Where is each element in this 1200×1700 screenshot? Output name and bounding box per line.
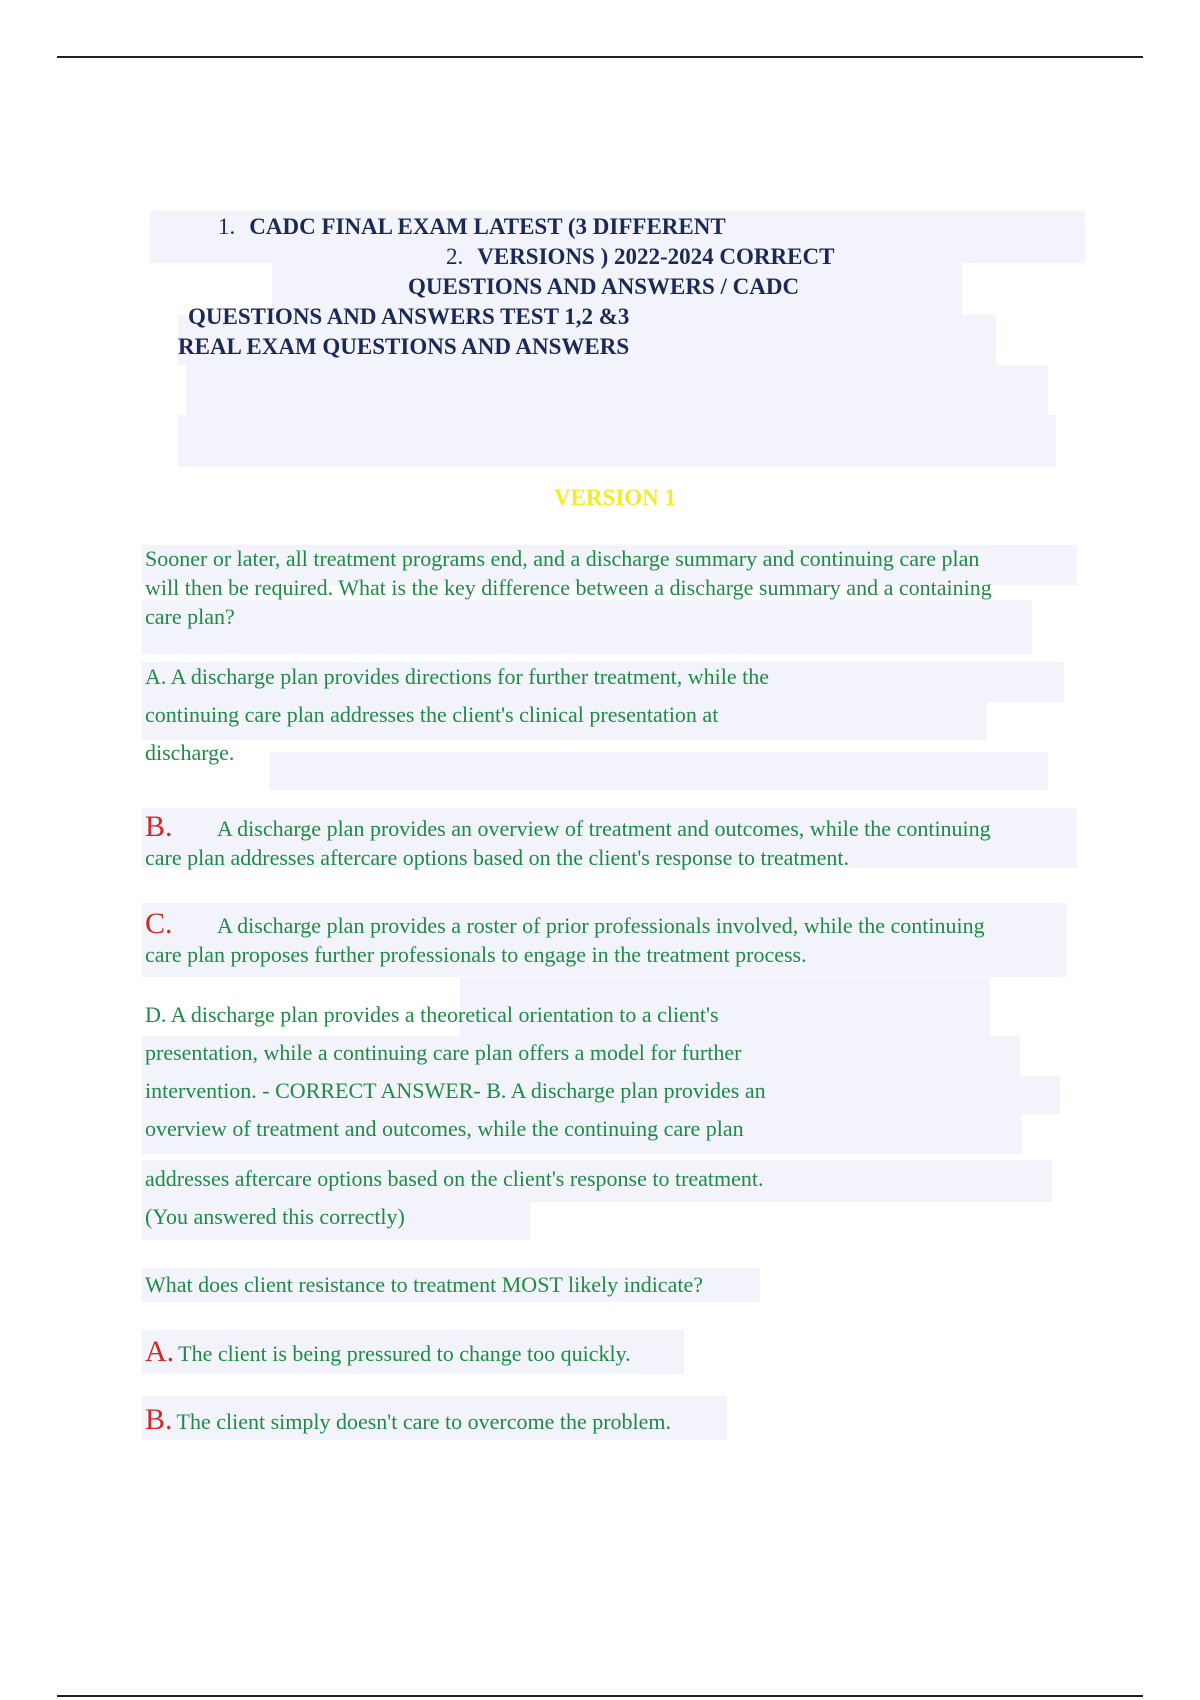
option-text: The client is being pressured to change too quickly. (178, 1341, 631, 1366)
doc-title-line-1 (218, 212, 726, 242)
list-number: 1. (218, 214, 236, 239)
question-1-option-b (145, 812, 991, 842)
version-label: VERSION 1 (553, 485, 677, 510)
top-rule (57, 56, 1143, 58)
option-letter: C. (145, 907, 173, 940)
option-text: The client simply doesn't care to overcome the problem. (176, 1409, 672, 1434)
question-2-prompt: What does client resistance to treatment MOST likely indicate? (145, 1272, 703, 1297)
question-1-prompt (145, 544, 992, 631)
option-text-continued: care plan addresses aftercare options based on the client's response to treatment. (145, 845, 850, 870)
option-line: D. A discharge plan provides a theoretical orientation to a client's (145, 1002, 719, 1027)
prompt-line: Sooner or later, all treatment programs end, and a discharge summary and continuing care plan (145, 546, 980, 571)
option-text: A discharge plan provides an overview of treatment and outcomes, while the continuing (217, 816, 991, 841)
doc-title-line-5: REAL EXAM QUESTIONS AND ANSWERS (178, 334, 630, 359)
highlight-band (186, 365, 1048, 415)
option-line: intervention. - CORRECT ANSWER- B. A discharge plan provides an (145, 1078, 766, 1103)
prompt-line: will then be required. What is the key difference between a discharge summary and a containing (145, 575, 992, 600)
title-text: VERSIONS ) 2022-2024 CORRECT (477, 244, 835, 269)
list-number: 2. (446, 244, 464, 269)
doc-title-line-2 (446, 242, 834, 272)
answer-feedback: (You answered this correctly) (145, 1204, 405, 1229)
doc-title-line-4: QUESTIONS AND ANSWERS TEST 1,2 &3 (188, 304, 630, 329)
title-text: CADC FINAL EXAM LATEST (3 DIFFERENT (249, 214, 726, 239)
prompt-line: care plan? (145, 604, 235, 629)
question-1-answer (145, 1160, 764, 1236)
option-text: A discharge plan provides a roster of prior professionals involved, while the continuing (217, 913, 985, 938)
option-line: A. A discharge plan provides directions for further treatment, while the (145, 664, 769, 689)
option-line: presentation, while a continuing care plan offers a model for further (145, 1040, 742, 1065)
question-2-option-b (145, 1405, 671, 1435)
doc-title-line-3: QUESTIONS AND ANSWERS / CADC (408, 274, 800, 299)
highlight-band (178, 415, 1056, 467)
question-1-option-d (145, 996, 766, 1148)
option-text-continued: care plan proposes further professionals to engage in the treatment process. (145, 942, 807, 967)
option-line: overview of treatment and outcomes, while the continuing care plan (145, 1116, 744, 1141)
option-line: discharge. (145, 740, 235, 765)
question-2-option-a (145, 1337, 631, 1367)
question-1-option-c (145, 909, 985, 939)
bottom-rule (57, 1695, 1143, 1697)
option-letter: A. (145, 1335, 175, 1368)
option-letter: B. (145, 810, 173, 843)
answer-line: addresses aftercare options based on the client's response to treatment. (145, 1166, 764, 1191)
option-letter: B. (145, 1403, 173, 1436)
question-1-option-a (145, 658, 769, 772)
option-line: continuing care plan addresses the client's clinical presentation at (145, 702, 719, 727)
